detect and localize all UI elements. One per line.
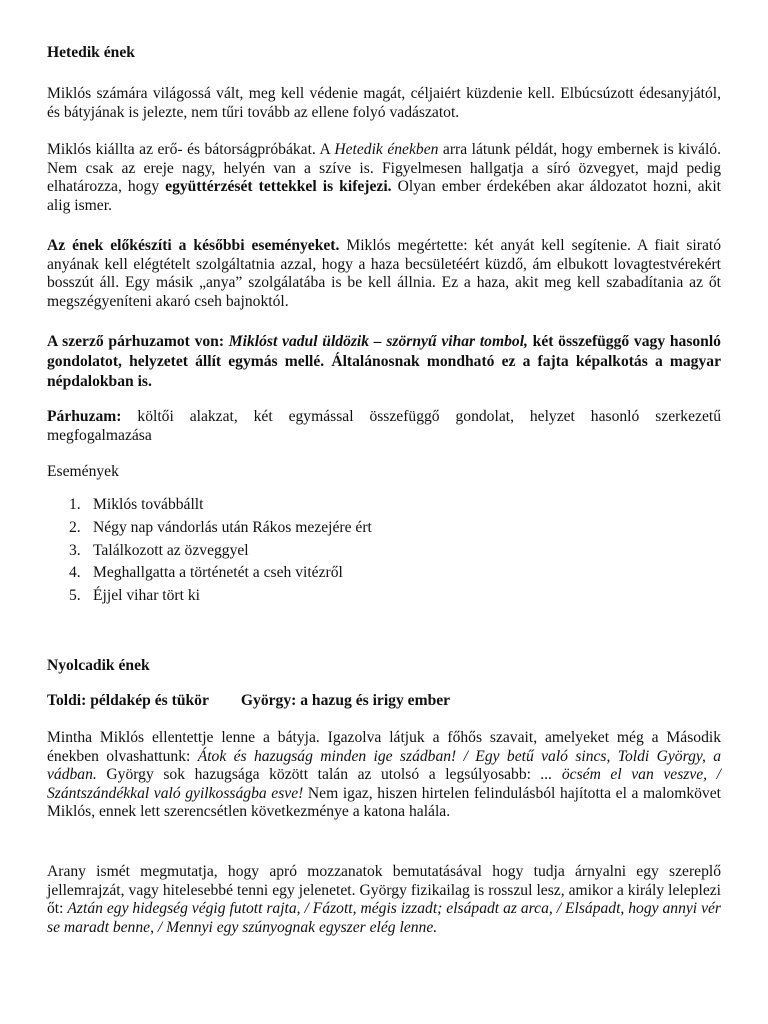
paragraph-parhuzam-def: Párhuzam: költői alakzat, két egymással összefüggő gondolat, helyzet hasonló szerkezetű megfogalmazása	[47, 408, 721, 444]
list-item: 2. Négy nap vándorlás után Rákos mezejére ért	[69, 518, 372, 536]
list-item: 4. Meghallgatta a történetét a cseh vitézről	[69, 564, 343, 582]
events-label: Események	[47, 463, 119, 480]
section-title-hetedik: Hetedik ének	[47, 44, 135, 61]
subtitle-row	[47, 692, 450, 711]
section-title-nyolcadik: Nyolcadik ének	[47, 657, 150, 674]
subtitle-toldi: Toldi: példakép és tükör	[47, 692, 209, 709]
paragraph-elokeszites: Az ének előkészíti a későbbi eseményeket. Miklós megértette: két anyát kell segítenie. A fiait sirató anyának kell elégtételt szolgáltatnia azzal, hogy a haza becsületéért küzdő, ám elbukott lovagtestvérekért bosszút áll. Egy másik „anya” szolgálatába is be kell állnia. Ez a haza, akit meg kell szabadítania az őt megszégyeníteni akaró cseh bajnoktól.	[47, 237, 722, 310]
paragraph-parhuzam-intro: A szerző párhuzamot von: Miklóst vadul üldözik – szörnyű vihar tombol, két összefüggő vagy hasonló gondolatot, helyzetet állít egymás mellé. Általánosnak mondható ez a fajta képalkotás a magyar népdalokban is.	[47, 333, 721, 390]
paragraph-intro: Miklós számára világossá vált, meg kell védenie magát, céljaiért küzdenie kell. Elbúcsúzott édesanyjától, és bátyjának is jelezte, nem tűri tovább az ellene folyó vadászatot.	[47, 85, 721, 121]
list-item: 5. Éjjel vihar tört ki	[69, 587, 200, 605]
paragraph-ellentett: Mintha Miklós ellentettje lenne a bátyja. Igazolva látjuk a főhős szavait, amelyeket még a Második énekben olvashattunk: Átok és hazugság minden ige szádban! / Egy betű való sincs, Toldi György, a vádban. György sok hazugsága között talán az utolsó a legsúlyosabb: ... öcsém el van veszve, / Szántszándékkal való gyilkosságba esve! Nem igaz, hiszen hirtelen felindulásból hajította el a malomkövet Miklós, ennek lett szerencsétlen következménye a katona halála.	[47, 729, 721, 821]
list-item: 3. Találkozott az özveggyel	[69, 541, 249, 559]
events-list	[47, 496, 721, 610]
paragraph-arany: Arany ismét megmutatja, hogy apró mozzanatok bemutatásával hogy tudja árnyalni egy szereplő jellemrajzát, vagy hitelesebbé tenni egy jelenetet. György fizikailag is rosszul lesz, amikor a király leleplezi őt: Aztán egy hidegség végig futott rajta, / Fázott, mégis izzadt; elsápadt az arca, / Elsápadt, hogy annyi vér se maradt benne, / Mennyi egy szúnyognak egyszer elég lenne.	[47, 863, 721, 936]
subtitle-gyorgy: György: a hazug és irigy ember	[240, 692, 451, 709]
list-item: 1. Miklós továbbállt	[69, 496, 204, 513]
paragraph-probak: Miklós kiállta az erő- és bátorságpróbákat. A Hetedik énekben arra látunk példát, hogy embernek is kiváló. Nem csak az ereje nagy, helyén van a szíve is. Figyelmesen hallgatja a síró özvegyet, majd pedig elhatározza, hogy együttérzését tettekkel is kifejezi. Olyan ember érdekében akar áldozatot hozni, akit alig ismer.	[47, 141, 721, 214]
